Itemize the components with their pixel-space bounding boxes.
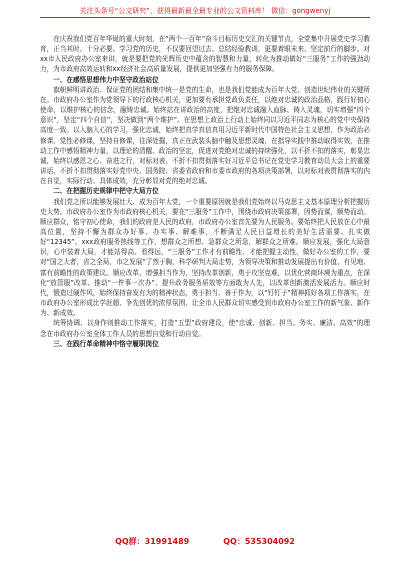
footer-qq-group: QQ群：31991489 <box>115 537 190 546</box>
header-divider <box>40 17 370 18</box>
section-heading-1: 一、在感悟思想伟力中坚守政治站位 <box>53 75 159 84</box>
document-body <box>40 34 370 532</box>
section-heading-3: 三、在践行革命精神中恪守履职岗位 <box>53 339 159 348</box>
intro-paragraph: 在庆祝我们党百年华诞的重大时刻，在“两个一百年”奋斗目标历史交汇的关键节点，全党集中开展党史学习教育，正当其时、十分必要。学习党的历史，不仅要回望过去、总结经验教训，更要着眼未来、坚定前行的脚步。对xx市人民政府办公室来讲，就是要把党的光辉历史中蕴含的智慧和力量，转化为推动做好“三服务”工作的强劲动力，为市政府高效运转和xx经济社会高质量发展，提供更加坚强有力的服务保障。 <box>40 35 370 74</box>
section-1-paragraph: 旗帜鲜明讲政治、保证党的团结和集中统一是党的生命，也是我们党能成为百年大党、创造世纪伟业的关键所在。市政府办公室作为党领导下的行政核心机关，更加要有承担党政负责任，以绝对忠诚的政治品格，践行好初心使命，以维护核心的信念，融铸忠诚。始终站在讲政治的高度，把绝对忠诚融入血脉、铸入灵魂，切实增强“四个意识”，坚定“四个自信”，坚决做到“两个维护”。在思想上政治上行动上始终同以习近平同志为核心的党中央保持高度一致。以入脑入心的学习，强化忠诚，始终把真学真信真用习近平新时代中国特色社会主义思想，作为政治必修课、党性必修课，坚持自修课，往深处掘，真正在武装头脑中触及思想灵魂，在指导实践中推动取得实效，在推动工作中感悟精神力量，以理论的清醒、政治的坚定，促进对党绝对忠诚的持续强化，以不折不扣的落实，彰显忠诚，始终以感恩之心、奋进之行，对标对表、不折不扣贯彻落实好习近平总书记在党史学习教育动员大会上的重要讲话，不折不扣贯彻落实好党中央、国务院、省委省政府和市委市政府的各项决策部署，以对标对表贯彻落实的内在自觉，实际行动、具体成效，充分彰显对党的绝对忠诚。 <box>40 85 370 186</box>
page-footer <box>40 536 370 547</box>
page-header-banner: 关注头条号“公文研究”，获得最新最全最专业的公文资料库！ 微信：gongwenyj <box>79 7 331 15</box>
footer-qq: QQ：535304092 <box>223 537 295 546</box>
section-2-paragraph-continued: 统筹协调、以身作则推动工作落实，打造“五型”政府建设，使“忠诚、创新、担当、务实、廉洁、高效”的理念在市政府办公室全体工作人员的思想自觉和行动自觉。 <box>40 319 370 338</box>
section-2-paragraph: 我们党之所以能够发展壮大、成为百年大党，一个重要原因就是我们党始终以马克思主义基本原理分析把握历史大势。市政府办公室作为市政府核心机关，要在“三服务”工作中，围绕市政府决策部署，因势而谋，顺势而动。顺应群众，铭守初心使命，我们的政府是人民的政府，市政府办公室首先要为人民服务。要始终把人民放在心中最高位置，坚持不懈为群众办好事、办实事、解难事，不断满足人民日益增长的美好生活需要。扎实做好“12345”、xxx政府服务热线等工作，想群众之所想、急群众之所急，解群众之所难。顺应发展，强化大局意识，心中装着大局，才能站得高、看得远，“三服务”工作才有前瞻性、才能把握主动性，做好办公室的工作，要对“国之大者，省之全局，市之发展”了然于胸，科学研判大局走势，为领导决策和推动发展提出有价值、有见地、富有前瞻性的政策建议。顺应改革，增强担当作为，坚持改革创新，勇于攻坚克难，以优化营商环境为重点，在深化“放管服”改革、推动“一件事一次办”、提升政务服务质效等方面敢为人先，以改革创新激活发展活力。顺应时代，锻造过硬作风，始终保持奋发有为的精神状态，勇于担当、善于作为，以“钉钉子”精神抓好各项工作落实，在市政府办公室形成比学赶超、争先创优的浓厚氛围，让全市人民群众切实感受到市政府办公室工作的新气象、新作为、新成效。 <box>40 197 370 318</box>
section-heading-2: 二、在把握历史规律中把守大局方位 <box>53 187 159 196</box>
